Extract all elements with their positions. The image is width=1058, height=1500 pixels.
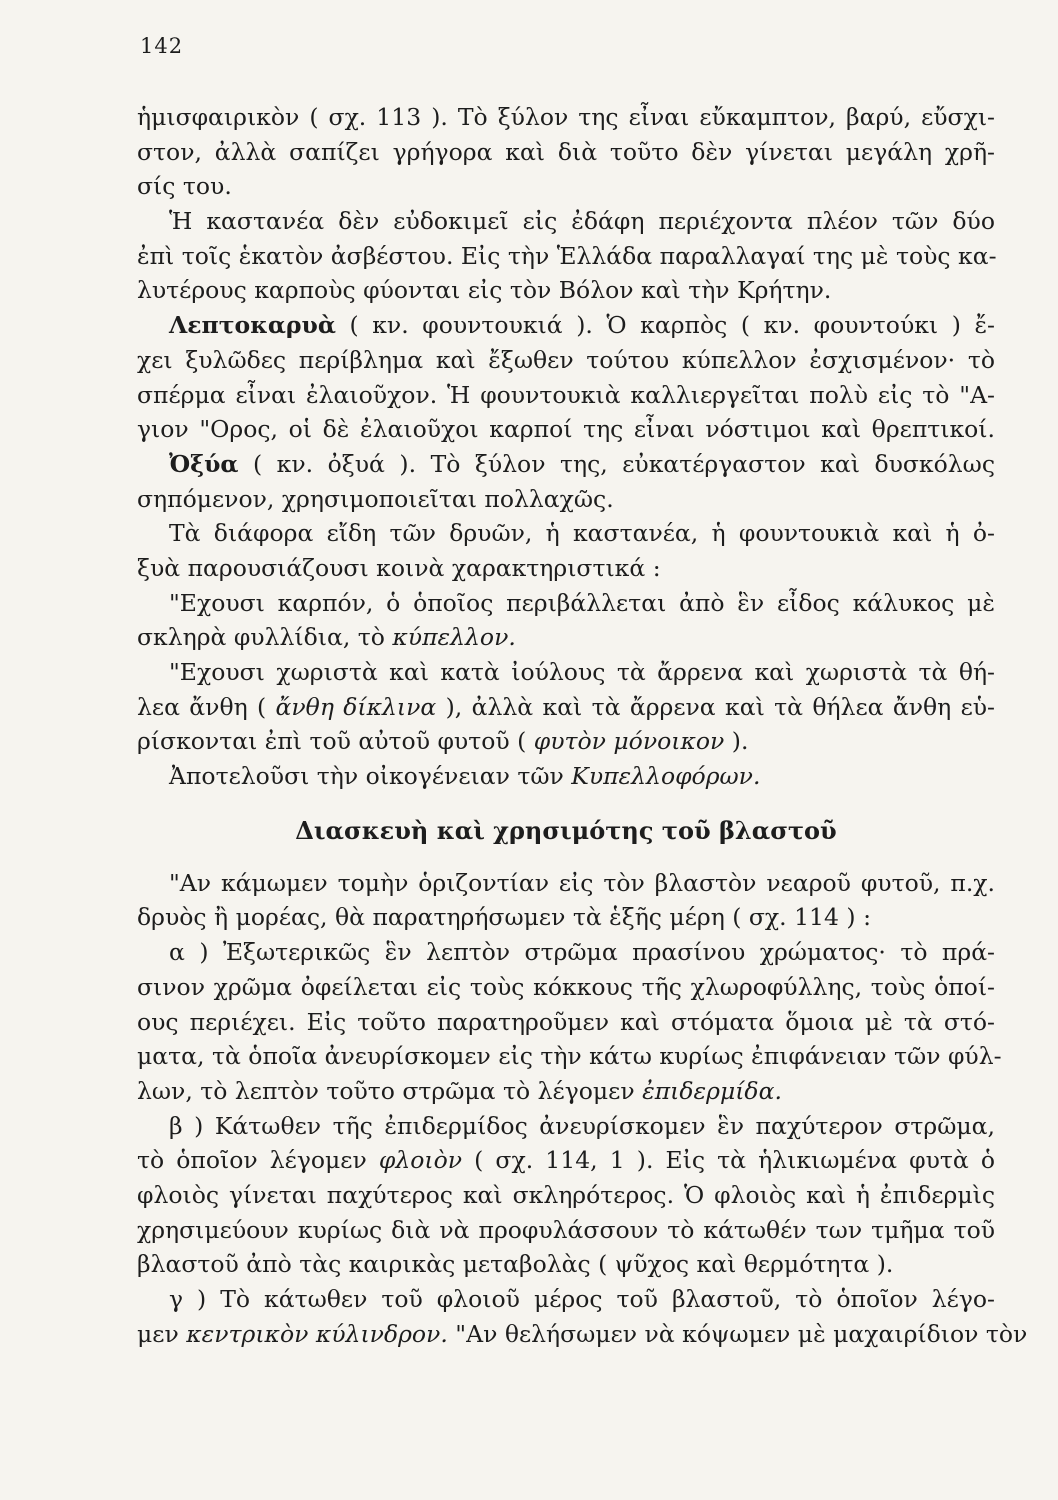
page-body xyxy=(137,100,1028,1351)
text-segment: γ ) Τὸ κάτωθεν τοῦ φλοιοῦ μέρος τοῦ βλαστοῦ, τὸ ὁποῖον λέγο- xyxy=(169,1285,995,1313)
text-line xyxy=(137,551,995,586)
text-segment: α ) Ἐξωτερικῶς ἓν λεπτὸν στρῶμα πρασίνου χρώματος· τὸ πρά- xyxy=(169,938,995,967)
italic-term: κεντρικὸν κύλινδρον. xyxy=(186,1319,448,1348)
text-segment: "Αν κάμωμεν τομὴν ὁριζοντίαν εἰς τὸν βλαστὸν νεαροῦ φυτοῦ, π.χ. xyxy=(169,868,995,897)
text-line xyxy=(137,1109,995,1144)
text-line xyxy=(137,239,995,274)
text-line xyxy=(137,1005,995,1040)
text-segment: ξυὰ παρουσιάζουσι κοινὰ χαρακτηριστικά : xyxy=(137,553,661,582)
text-line xyxy=(137,100,995,135)
text-line xyxy=(137,690,995,725)
text-line xyxy=(137,900,995,935)
text-segment: "Εχουσι καρπόν, ὁ ὁποῖος περιβάλλεται ἀπὸ ἓν εἶδος κάλυκος μὲ xyxy=(169,588,995,617)
text-segment: ). xyxy=(724,727,749,756)
text-line xyxy=(137,412,995,447)
text-line xyxy=(137,204,995,239)
text-segment: ρίσκονται ἐπὶ τοῦ αὐτοῦ φυτοῦ ( xyxy=(137,727,534,756)
text-line xyxy=(137,516,995,551)
text-segment: ), ἀλλὰ καὶ τὰ ἄρρενα καὶ τὰ θήλεα ἄνθη εὑ- xyxy=(436,692,995,721)
text-segment: χρησιμεύουν κυρίως διὰ νὰ προφυλάσσουν τὸ κάτωθέν των τμῆμα τοῦ xyxy=(137,1215,995,1244)
text-line xyxy=(137,759,995,794)
text-line xyxy=(137,273,995,308)
text-line xyxy=(137,724,995,759)
text-line xyxy=(137,1213,995,1248)
text-segment: στον, ἀλλὰ σαπίζει γρήγορα καὶ διὰ τοῦτο δὲν γίνεται μεγάλη χρῆ- xyxy=(137,137,995,166)
text-segment: β ) Κάτωθεν τῆς ἐπιδερμίδος ἀνευρίσκομεν ἓν παχύτερον στρῶμα, xyxy=(169,1111,995,1140)
text-segment: Διασκευὴ καὶ χρησιμότης τοῦ βλαστοῦ xyxy=(295,815,837,845)
text-line xyxy=(137,482,995,517)
text-segment: "Εχουσι χωριστὰ καὶ κατὰ ἰούλους τὰ ἄρρενα καὶ χωριστὰ τὰ θή- xyxy=(169,658,995,686)
text-segment: ( κν. φουντουκιά ). Ὁ καρπὸς ( κν. φουντούκι ) ἔ- xyxy=(335,311,995,340)
section-heading xyxy=(137,806,995,856)
text-line xyxy=(137,378,995,413)
text-line xyxy=(137,1074,995,1109)
text-segment: Τὰ διάφορα εἴδη τῶν δρυῶν, ἡ καστανέα, ἡ φουντουκιὰ καὶ ἡ ὀ- xyxy=(169,519,995,548)
text-segment: Ἀποτελοῦσι τὴν οἰκογένειαν τῶν xyxy=(169,762,572,791)
text-segment: δρυὸς ἢ μορέας, θὰ παρατηρήσωμεν τὰ ἑξῆς μέρη ( σχ. 114 ) : xyxy=(137,903,871,932)
text-line xyxy=(137,308,995,343)
text-segment: τὸ ὁποῖον λέγομεν xyxy=(137,1146,379,1175)
text-segment: "Αν θελήσωμεν νὰ κόψωμεν μὲ μαχαιρίδιον τὸν xyxy=(447,1319,1028,1348)
text-line xyxy=(137,935,995,970)
text-line xyxy=(137,135,995,170)
text-line xyxy=(137,866,995,901)
text-segment: ( σχ. 114, 1 ). Εἰς τὰ ἡλικιωμένα φυτὰ ὁ xyxy=(462,1146,995,1175)
italic-term: Κυπελλοφόρων. xyxy=(571,762,761,791)
text-segment: λεα ἄνθη ( xyxy=(137,692,276,721)
text-line xyxy=(137,1247,995,1282)
text-line xyxy=(137,1178,995,1213)
text-line xyxy=(137,1143,995,1178)
text-line xyxy=(137,1039,1002,1074)
text-line xyxy=(137,1282,995,1317)
text-line xyxy=(137,655,995,690)
text-segment: σίς του. xyxy=(137,172,232,201)
text-segment: Ἡ καστανέα δὲν εὐδοκιμεῖ εἰς ἐδάφη περιέχοντα πλέον τῶν δύο xyxy=(169,207,995,236)
italic-term: ἐπιδερμίδα. xyxy=(642,1076,782,1105)
text-segment: ους περιέχει. Εἰς τοῦτο παρατηροῦμεν καὶ στόματα ὅμοια μὲ τὰ στό- xyxy=(137,1007,995,1036)
text-line xyxy=(137,1317,1028,1352)
text-line xyxy=(137,620,995,655)
text-segment: ἡμισφαιρικὸν ( σχ. 113 ). Τὸ ξύλον της εἶναι εὔκαμπτον, βαρύ, εὔσχι- xyxy=(137,103,995,131)
text-line xyxy=(137,447,995,482)
text-line xyxy=(137,169,995,204)
text-segment: χει ξυλῶδες περίβλημα καὶ ἔξωθεν τούτου κύπελλον ἐσχισμένον· τὸ xyxy=(137,345,995,374)
text-line xyxy=(137,970,995,1005)
text-segment: λυτέρους καρποὺς φύονται εἰς τὸν Βόλον καὶ τὴν Κρήτην. xyxy=(137,276,832,305)
text-segment: σκληρὰ φυλλίδια, τὸ xyxy=(137,623,393,652)
bold-term: Ὀξύα xyxy=(169,449,239,478)
text-segment: σινον χρῶμα ὀφείλεται εἰς τοὺς κόκκους τῆς χλωροφύλλης, τοὺς ὁποί- xyxy=(137,972,995,1001)
text-segment: βλαστοῦ ἀπὸ τὰς καιρικὰς μεταβολὰς ( ψῦχος καὶ θερμότητα ). xyxy=(137,1250,894,1279)
text-segment: ( κν. ὀξυά ). Τὸ ξύλον της, εὐκατέργαστον καὶ δυσκόλως xyxy=(238,449,995,478)
text-segment: φλοιὸς γίνεται παχύτερος καὶ σκληρότερος. Ὁ φλοιὸς καὶ ἡ ἐπιδερμὶς xyxy=(137,1180,995,1209)
bold-term: Λεπτοκαρυὰ xyxy=(169,311,336,340)
text-segment: ματα, τὰ ὁποῖα ἀνευρίσκομεν εἰς τὴν κάτω κυρίως ἐπιφάνειαν τῶν φύλ- xyxy=(137,1042,1002,1071)
text-segment: σηπόμενον, χρησιμοποιεῖται πολλαχῶς. xyxy=(137,484,614,513)
italic-term: φλοιὸν xyxy=(378,1146,463,1175)
text-segment: σπέρμα εἶναι ἐλαιοῦχον. Ἡ φουντουκιὰ καλλιεργεῖται πολὺ εἰς τὸ "Α- xyxy=(137,380,995,409)
text-segment: μεν xyxy=(137,1319,187,1348)
page-number: 142 xyxy=(140,34,184,58)
text-segment: ἐπὶ τοῖς ἑκατὸν ἀσβέστου. Εἰς τὴν Ἑλλάδα παραλλαγαί της μὲ τοὺς κα- xyxy=(137,241,997,270)
text-segment: γιον "Ορος, οἱ δὲ ἐλαιοῦχοι καρποί της εἶναι νόστιμοι καὶ θρεπτικοί. xyxy=(137,415,995,444)
italic-term: ἄνθη δίκλινα xyxy=(275,692,437,721)
italic-term: κύπελλον. xyxy=(392,623,516,652)
text-line xyxy=(137,343,995,378)
italic-term: φυτὸν μόνοικον xyxy=(533,727,725,756)
text-line xyxy=(137,586,995,621)
text-segment: λων, τὸ λεπτὸν τοῦτο στρῶμα τὸ λέγομεν xyxy=(137,1076,643,1105)
